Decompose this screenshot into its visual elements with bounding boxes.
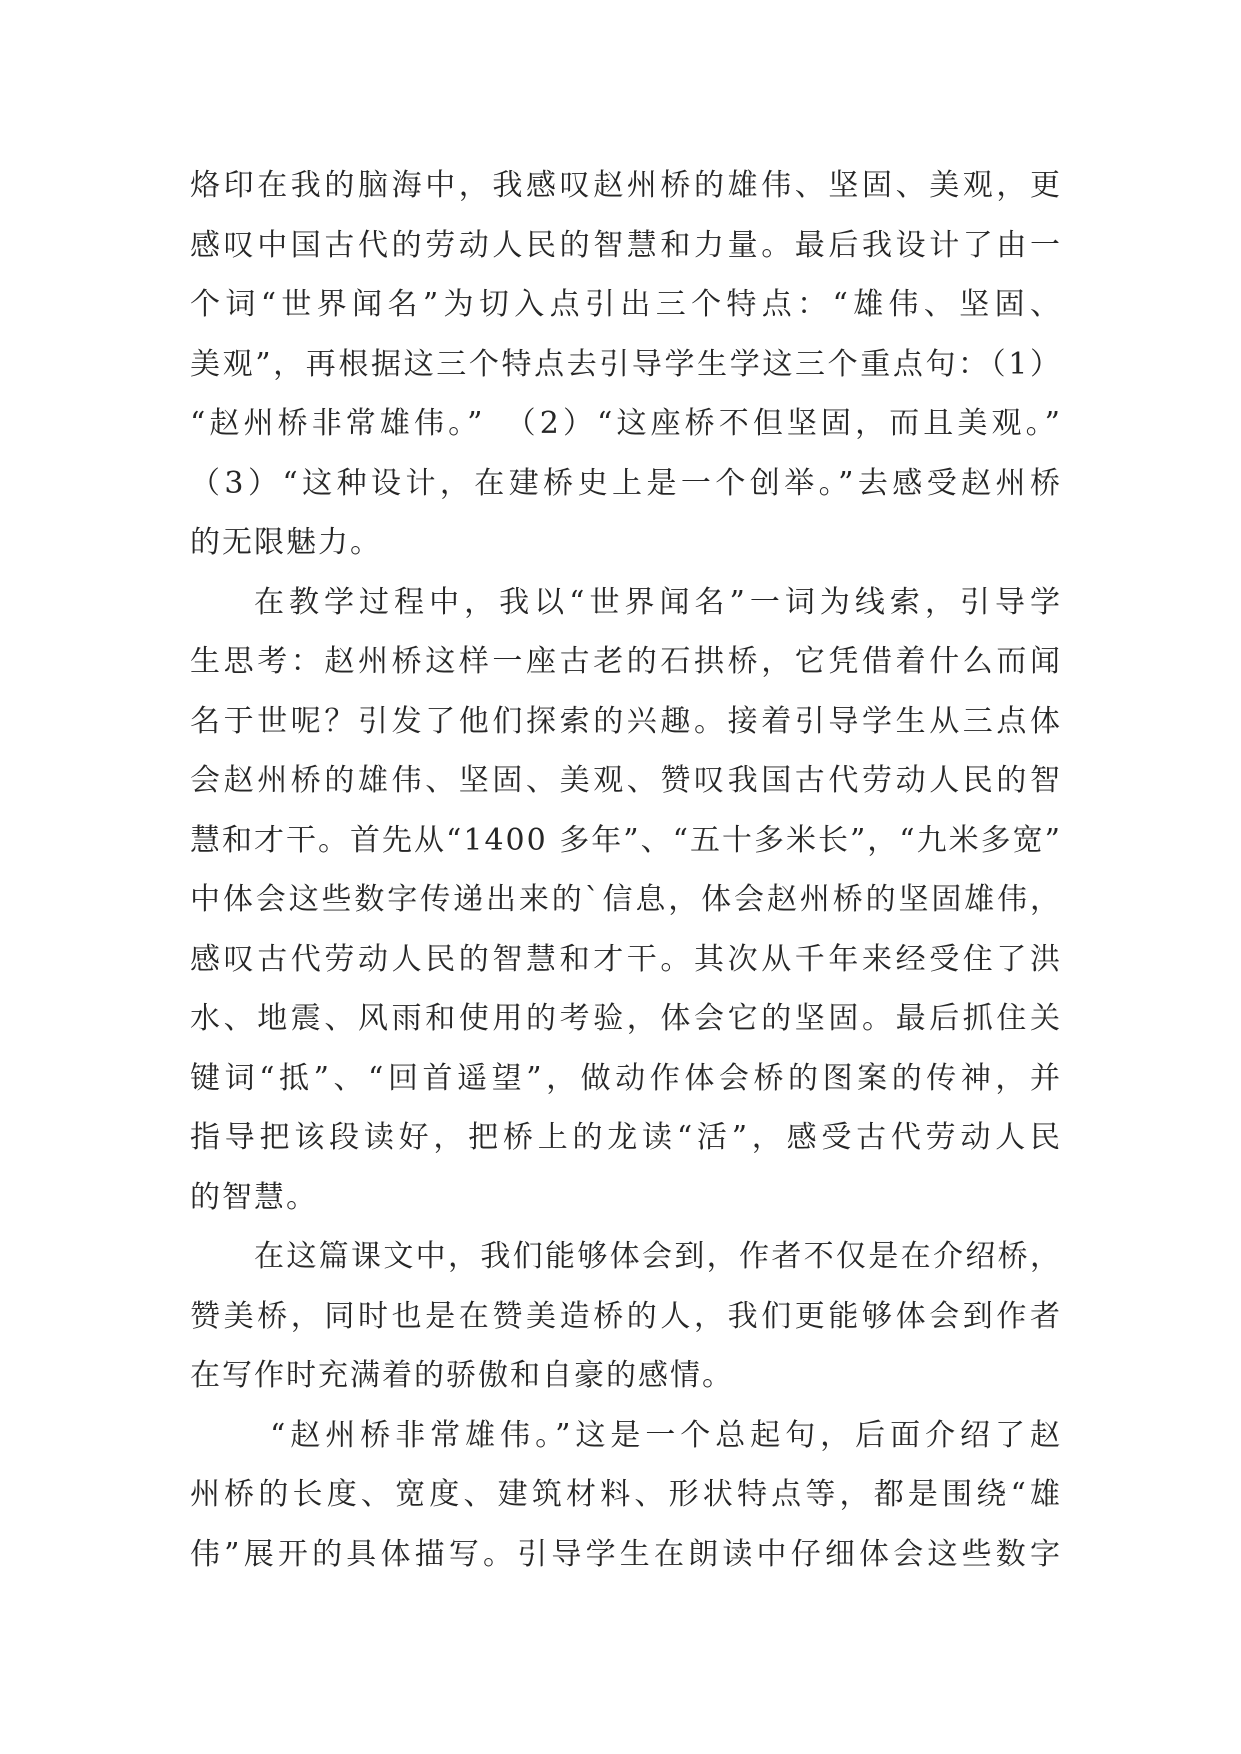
text-line: 赞美桥，同时也是在赞美造桥的人，我们更能够体会到作者 — [190, 1298, 1062, 1334]
text-line: 感叹古代劳动人民的智慧和才干。其次从千年来经受住了洪 — [190, 941, 1062, 977]
text-line: 水、地震、风雨和使用的考验，体会它的坚固。最后抓住关 — [190, 1001, 1062, 1036]
text-line: （3）“这种设计，在建桥史上是一个创举。”去感受赵州桥 — [190, 465, 1062, 501]
text-line: 伟”展开的具体描写。引导学生在朗读中仔细体会这些数字 — [190, 1536, 1062, 1572]
text-line: 烙印在我的脑海中，我感叹赵州桥的雄伟、坚固、美观，更 — [190, 168, 1062, 203]
text-line: 美观”，再根据这三个特点去引导学生学这三个重点句：（1） — [190, 346, 1062, 382]
paragraph-first-line: 在这篇课文中，我们能够体会到，作者不仅是在介绍桥， — [254, 1239, 1062, 1274]
paragraph-first-line: “赵州桥非常雄伟。”这是一个总起句，后面介绍了赵 — [270, 1417, 1062, 1453]
text-line: 名于世呢？引发了他们探索的兴趣。接着引导学生从三点体 — [190, 703, 1062, 739]
text-line: 在写作时充满着的骄傲和自豪的感情。 — [190, 1358, 734, 1393]
text-line: 州桥的长度、宽度、建筑材料、形状特点等，都是围绕“雄 — [190, 1477, 1062, 1512]
text-line: 会赵州桥的雄伟、坚固、美观、赞叹我国古代劳动人民的智 — [190, 763, 1062, 798]
text-line: 指导把该段读好，把桥上的龙读“活”，感受古代劳动人民 — [190, 1120, 1062, 1155]
text-line: 键词“抵”、“回首遥望”，做动作体会桥的图案的传神，并 — [190, 1060, 1062, 1096]
text-line: 生思考：赵州桥这样一座古老的石拱桥，它凭借着什么而闻 — [190, 644, 1062, 679]
text-line: 的无限魅力。 — [190, 525, 382, 560]
paragraph-first-line: 在教学过程中，我以“世界闻名”一词为线索，引导学 — [254, 584, 1062, 620]
text-line: “赵州桥非常雄伟。” （2）“这座桥不但坚固，而且美观。” — [190, 406, 1062, 441]
text-line: 的智慧。 — [190, 1179, 318, 1215]
text-line: 慧和才干。首先从“1400 多年”、“五十多米长”，“九米多宽” — [190, 822, 1062, 858]
text-line: 中体会这些数字传递出来的`信息，体会赵州桥的坚固雄伟， — [190, 882, 1062, 917]
text-line: 个词“世界闻名”为切入点引出三个特点：“雄伟、坚固、 — [190, 287, 1062, 322]
text-line: 感叹中国古代的劳动人民的智慧和力量。最后我设计了由一 — [190, 227, 1062, 263]
body-text — [190, 156, 1062, 1584]
